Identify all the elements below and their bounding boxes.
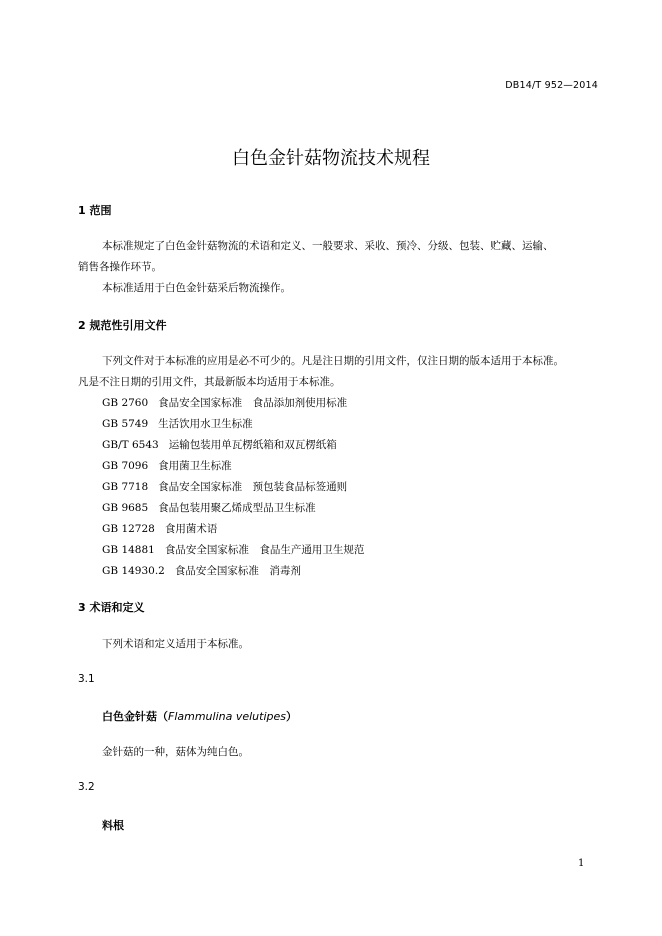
reference-title: 食用菌术语	[164, 523, 218, 535]
reference-item	[102, 522, 217, 536]
reference-item	[102, 438, 337, 452]
reference-code: GB 7096	[102, 460, 149, 472]
term-latin: Flammulina velutipes	[168, 710, 287, 723]
reference-title: 食品安全国家标准 预包装食品标签通则	[158, 481, 348, 493]
section-2-intro-line-2: 凡是不注日期的引用文件，其最新版本均适用于本标准。	[78, 376, 341, 388]
term-chinese: 白色金针菇（	[102, 710, 168, 723]
clause-3-2-term: 料根	[102, 819, 124, 832]
section-3-heading: 3 术语和定义	[78, 601, 145, 614]
section-1-para-2: 本标准适用于白色金针菇采后物流操作。	[102, 282, 291, 294]
reference-code: GB 12728	[102, 523, 155, 535]
reference-item	[102, 564, 301, 578]
reference-item	[102, 501, 316, 515]
reference-item	[102, 396, 347, 410]
reference-title: 食品安全国家标准 食品添加剂使用标准	[158, 397, 348, 409]
reference-item	[102, 543, 364, 557]
clause-3-1-number: 3.1	[78, 673, 95, 685]
reference-title: 食品安全国家标准 食品生产通用卫生规范	[164, 544, 365, 556]
reference-code: GB 7718	[102, 481, 149, 493]
page-number: 1	[578, 858, 585, 869]
section-1-para-1-line-1: 本标准规定了白色金针菇物流的术语和定义、一般要求、采收、预冷、分级、包装、贮藏、运输、	[102, 240, 554, 252]
reference-title: 生活饮用水卫生标准	[158, 418, 253, 430]
term-close-paren: ）	[286, 710, 298, 723]
reference-code: GB/T 6543	[102, 439, 159, 451]
reference-code: GB 14930.2	[102, 565, 165, 577]
section-1-para-1-line-2: 销售各操作环节。	[78, 261, 162, 273]
reference-item	[102, 480, 347, 494]
section-3-intro: 下列术语和定义适用于本标准。	[102, 638, 249, 650]
document-title: 白色金针菇物流技术规程	[232, 148, 430, 169]
reference-code: GB 9685	[102, 502, 149, 514]
reference-title: 运输包装用单瓦楞纸箱和双瓦楞纸箱	[168, 439, 337, 451]
section-2-heading: 2 规范性引用文件	[78, 319, 167, 332]
clause-3-2-number: 3.2	[78, 781, 95, 793]
reference-code: GB 5749	[102, 418, 149, 430]
reference-item	[102, 459, 232, 473]
clause-3-1-term	[102, 708, 297, 724]
reference-code: GB 2760	[102, 397, 149, 409]
reference-code: GB 14881	[102, 544, 155, 556]
reference-item	[102, 417, 253, 431]
clause-3-1-definition: 金针菇的一种，菇体为纯白色。	[102, 746, 249, 758]
reference-title: 食品安全国家标准 消毒剂	[174, 565, 301, 577]
reference-title: 食品包装用聚乙烯成型品卫生标准	[158, 502, 316, 514]
reference-title: 食用菌卫生标准	[158, 460, 232, 472]
standard-code: DB14/T 952—2014	[505, 80, 598, 91]
section-2-intro-line-1: 下列文件对于本标准的应用是必不可少的。凡是注日期的引用文件，仅注日期的版本适用于本标准。	[102, 355, 564, 367]
section-1-heading: 1 范围	[78, 204, 112, 217]
